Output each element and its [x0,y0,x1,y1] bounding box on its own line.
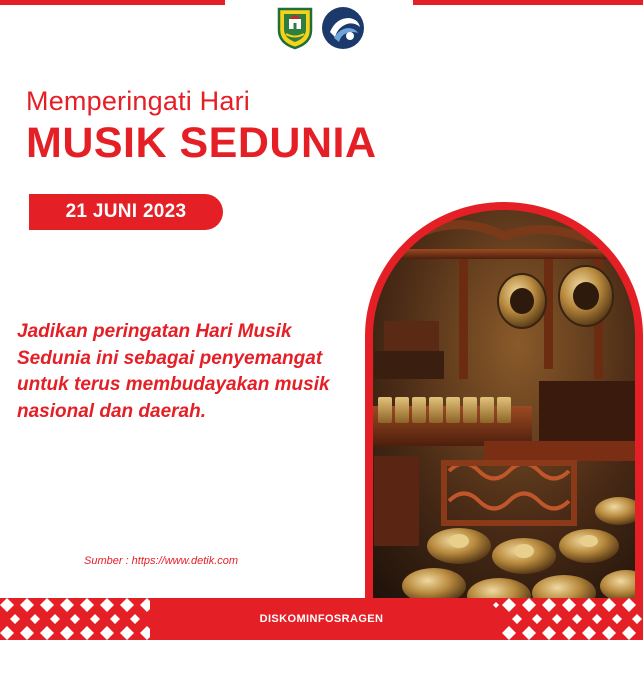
footer-band [0,598,643,640]
event-title: MUSIK SEDUNIA [26,119,377,167]
footer-label-area [150,598,493,640]
source-credit: Sumber : https://www.detik.com [84,555,239,567]
batik-pattern-right [493,598,643,640]
top-accent-bar-right [413,0,643,5]
date-label: 21 JUNI 2023 [65,201,187,222]
event-subtitle: Memperingati Hari [26,86,250,116]
top-accent-bar-left [0,0,225,5]
footer-label: DISKOMINFOSRAGEN [259,613,384,625]
campaign-message: Jadikan peringatan Hari Musik Sedunia ini sebagai penyemangat untuk terus membudayakan musik nasional dan daerah. [17,321,330,422]
batik-pattern-left [0,598,150,640]
date-badge [29,194,223,230]
sragen-regency-crest-icon [275,6,315,50]
kominfo-logo-icon [321,6,365,50]
gamelan-photo [364,201,643,611]
